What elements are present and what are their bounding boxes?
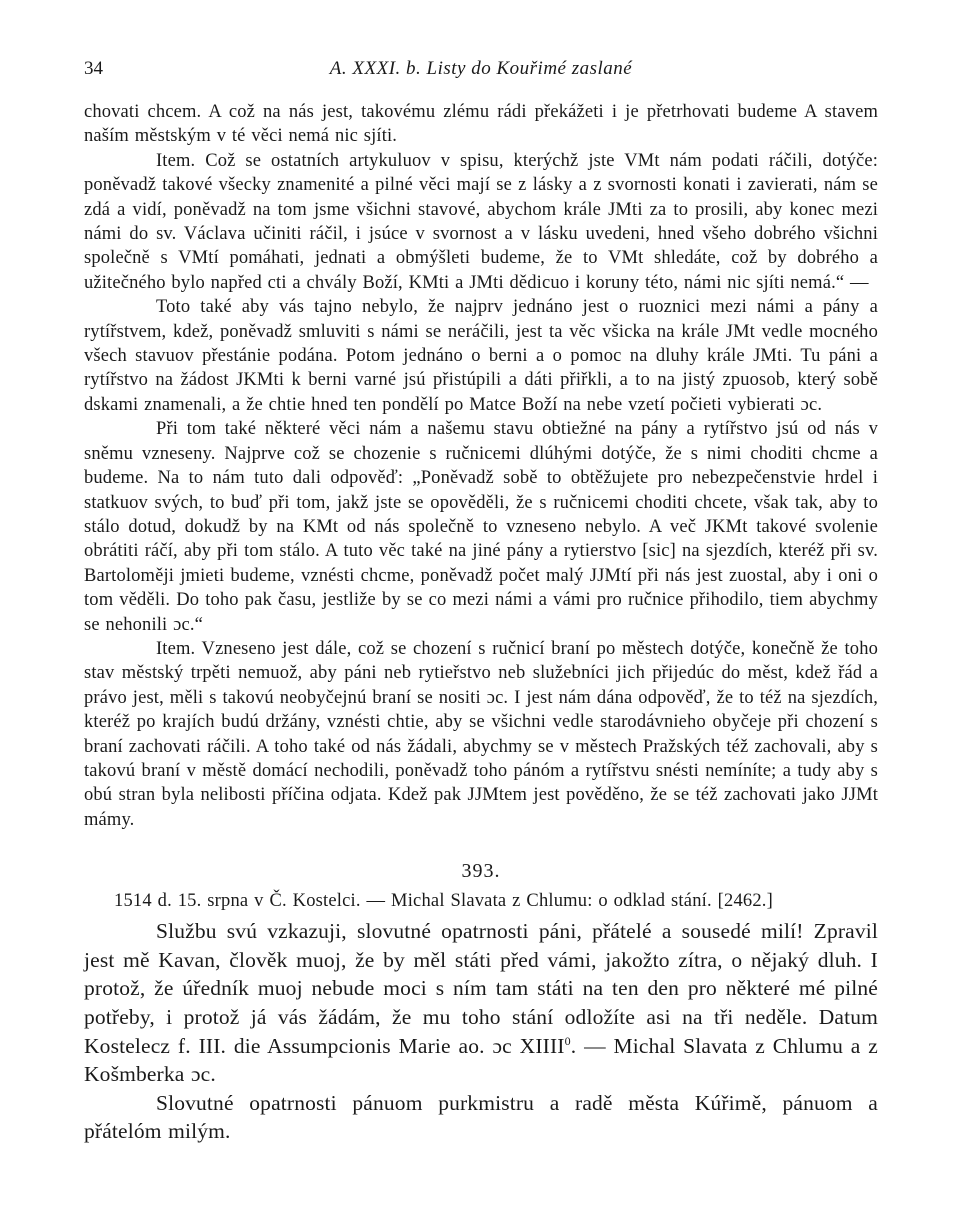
document-page	[84, 58, 878, 1146]
running-title: A. XXXI. b. Listy do Kouřimé zaslané	[329, 58, 633, 79]
paragraph: chovati chcem. A což na nás jest, takovému zlému rádi překážeti i je přetrhovati budeme A stavem naším městským v té věci nemá nic sjíti.	[84, 102, 878, 147]
running-header	[84, 58, 878, 88]
letter-body	[84, 917, 878, 1089]
document-number: 393.	[461, 860, 501, 883]
letter-body-main: Službu svú vzkazuji, slovutné opatrnosti páni, přátelé a sousedé milí! Zpravil jest mě Kavan, člověk muoj, že by měl státi před vámi, jakožto zítra, o nějaký dluh. I protož, že úředník muoj nebude moci s ním tam státi na ten den pro některé mé pilné potřeby, i protož já vás žádám, že mu toho stání odložíte asi na tři neděle. Datum Kostelecz f. III. die Assumpcionis Marie ao. ɔc XIIII	[84, 919, 878, 1058]
letter-body-signature: . — Michal Slavata z Chlumu a z Košmberka ɔc.	[84, 1033, 878, 1087]
paragraph: Item. Vzneseno jest dále, což se chození s ručnicí braní po městech dotýče, konečně že toho stav městský trpěti nemuož, aby páni neb rytieřstvo neb služebníci jich přijedúc do měst, kdež řád a právo jest, měli s takovú neobyčejnú braní se nositi ɔc. I jest nám dána odpověď, že to též na sjezdích, kteréž po krajích budú držány, vznésti chtie, aby se všichni vedle starodávnieho obyčeje při chození s braní zachovati ráčili. A toho také od nás žádali, abychmy se v městech Pražských též zachovali, aby s takovú braní v městě domácí nechodili, poněvadž toho pánóm a rytířstvu snésti nemíníte; a tudy aby s obú stran byla nelibosti příčina odjata. Kdež pak JJMtem jest pověděno, že se též zachovati jako JJMt mámy.	[84, 638, 878, 830]
page-number: 34	[84, 58, 103, 79]
previous-document-text	[84, 100, 878, 832]
letter-text	[84, 917, 878, 1146]
document-regest: 1514 d. 15. srpna v Č. Kostelci. — Michal Slavata z Chlumu: o odklad stání. [2462.]	[114, 891, 773, 912]
paragraph: Při tom také některé věci nám a našemu stavu obtiežné na pány a rytířstvo jsú od nás v sněmu vzneseny. Najprve což se chozenie s ručnicemi dlúhými dotýče, že s nimi choditi chcme a budeme. Na to nám tuto dali odpověď: „Poněvadž sobě to obtěžujete pro nebezpečenstvie hrdel i statkuov svých, to buď při tom, jakž jste se opověděli, že s ručnicemi choditi chcete, však tak, aby to stálo dotud, dokudž by na KMt od nás společně to vzneseno nebylo. A več JKMt takové svolenie obrátiti ráčí, aby při tom stálo. A tuto věc také na jiné pány a rytierstvo [sic] na sjezdích, kteréž při sv. Bartoloměji jmieti budeme, vznésti chcme, poněvadž počet malý JJMtí při nás jest zuostal, aby i oni o tom věděli. Do toho pak času, jestliže by se co mezi námi a vámi pro ručnice přihodilo, tiem abychmy se nehonili ɔc.“	[84, 419, 878, 635]
letter-body-superscript: 0	[564, 1033, 571, 1048]
paragraph: Item. Což se ostatních artykuluov v spisu, kterýchž jste VMt nám podati ráčili, dotýče: poněvadž takové všecky znamenité a pilné věci mají se z lásky a z svornosti konati i zavierati, nám se zdá a vidí, poněvadž na tom jsme všichni stavové, abychom krále JMti za to prosili, aby konec mezi námi do sv. Václava učiniti ráčil, i jsúce v svornost a v lásku uvedeni, hned všeho dobrého všichni společně s VMtí pomáhati, jednati a obmýšleti budeme, že to VMt shledáte, což by dobrého a užitečného bylo napřed cti a chvály Boží, KMti a JMti dědicuo i koruny této, námi nic sjíti nemá.“ —	[84, 150, 878, 293]
paragraph: Toto také aby vás tajno nebylo, že najprv jednáno jest o ruoznici mezi námi a pány a rytířstvem, kdež, poněvadž smluviti s námi se neráčili, jest ta věc všicka na krále JMt vedle mocného všech stavuov přestánie podána. Potom jednáno o berni a o pomoc na dluhy krále JMti. Tu páni a rytířstvo na žádost JKMti k berni varné jsú přistúpili a dáti přiřkli, a to na jistý zpuosob, který sobě dskami znamenali, a že chtie hned ten pondělí po Matce Boží na nebe vzetí počieti vybierati ɔc.	[84, 297, 878, 415]
letter-address: Slovutné opatrnosti pánuom purkmistru a radě města Kúřimě, pánuom a přátelóm milým.	[84, 1090, 878, 1144]
